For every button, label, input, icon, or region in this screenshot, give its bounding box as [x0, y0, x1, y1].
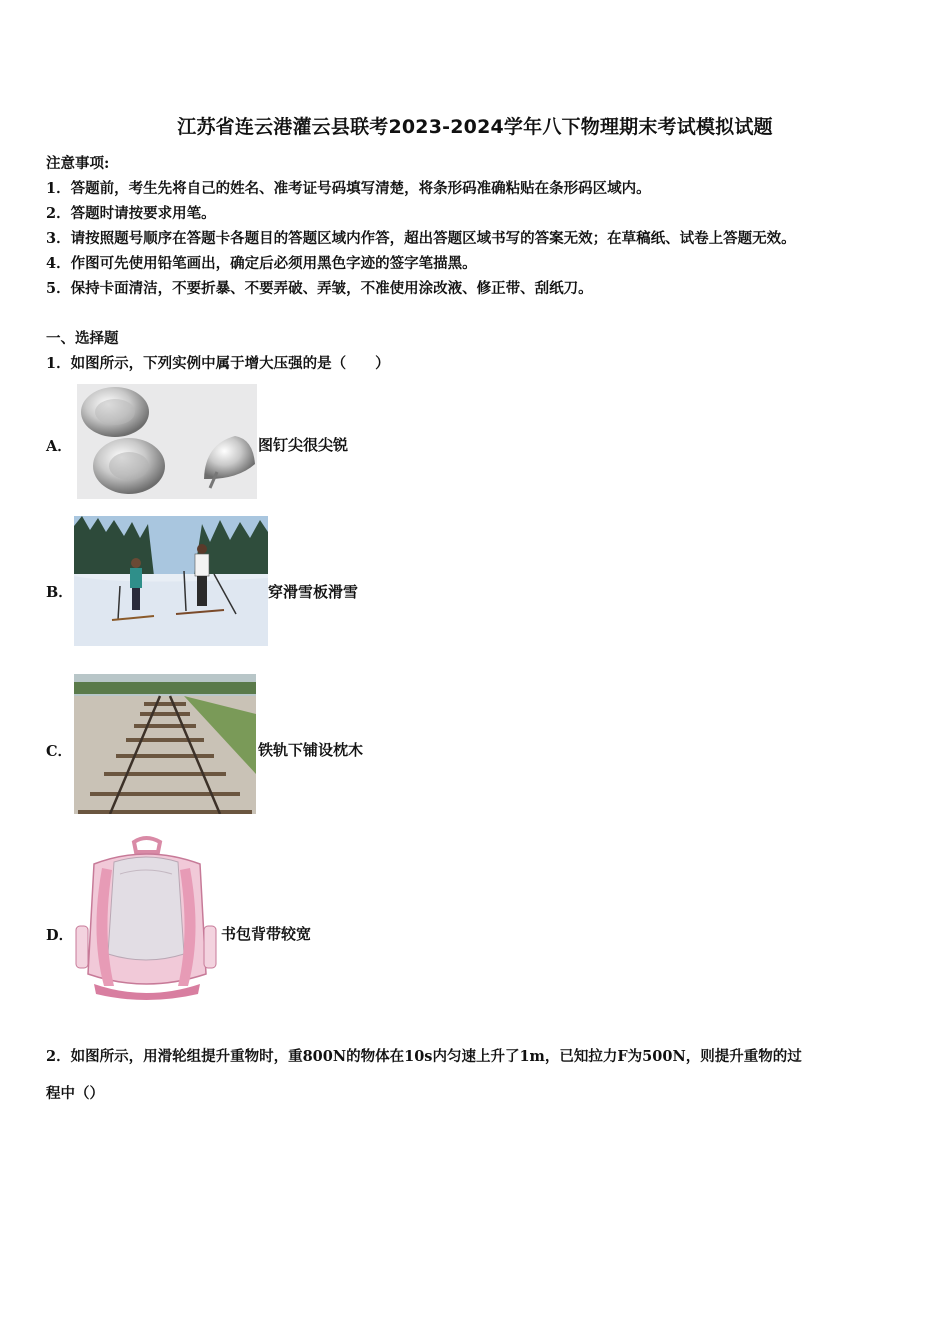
- option-d-letter: D．: [46, 927, 74, 944]
- thumbtacks-image: [77, 384, 257, 499]
- option-b-letter: B．: [46, 584, 73, 601]
- option-c-text: 铁轨下铺设枕木: [258, 741, 364, 759]
- notice-item: 5．保持卡面清洁，不要折暴、不要弄破、弄皱，不准使用涂改液、修正带、刮纸刀。: [46, 280, 593, 297]
- option-c-letter: C．: [46, 743, 73, 760]
- notice-item: 2．答题时请按要求用笔。: [46, 205, 216, 222]
- option-d-text: 书包背带较宽: [221, 925, 312, 943]
- section-heading: 一、选择题: [46, 330, 119, 347]
- notice-item: 3．请按照题号顺序在答题卡各题目的答题区域内作答，超出答题区域书写的答案无效；在草稿纸、试卷上答题无效。: [46, 230, 796, 247]
- railway-track-image: [74, 674, 256, 814]
- skiers-image: [74, 516, 268, 646]
- question-2-stem-continued: 程中（）: [46, 1085, 104, 1102]
- question-2-stem: 2．如图所示，用滑轮组提升重物时，重800N的物体在10s内匀速上升了1m，已知拉力F为500N，则提升重物的过: [46, 1048, 802, 1065]
- question-1-stem: 1．如图所示，下列实例中属于增大压强的是（ ）: [46, 355, 390, 372]
- backpack-image: [74, 834, 220, 1004]
- option-a-text: 图钉尖很尖锐: [258, 436, 349, 454]
- option-b-text: 穿滑雪板滑雪: [268, 583, 359, 601]
- notice-item: 1．答题前，考生先将自己的姓名、准考证号码填写清楚，将条形码准确粘贴在条形码区域内。: [46, 180, 651, 197]
- page-title: 江苏省连云港灌云县联考2023-2024学年八下物理期末考试模拟试题: [177, 116, 773, 138]
- option-a-letter: A．: [46, 438, 72, 455]
- notice-item: 4．作图可先使用铅笔画出，确定后必须用黑色字迹的签字笔描黑。: [46, 255, 477, 272]
- notice-heading: 注意事项:: [46, 155, 110, 172]
